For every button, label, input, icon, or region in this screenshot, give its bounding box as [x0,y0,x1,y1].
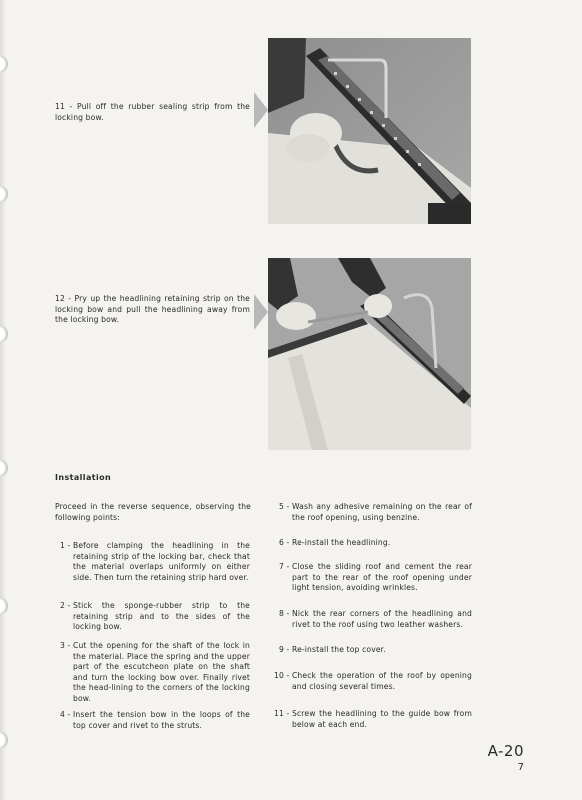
item-number: 7 - [279,562,292,571]
item-text: Re-install the top cover. [292,645,386,654]
installation-item [279,538,472,549]
installation-item [279,645,472,656]
item-number: 10 - [274,671,292,680]
installation-item [274,709,472,730]
photo-remove-sealing-strip [268,38,471,224]
installation-intro: Proceed in the reverse sequence, observing the following points: [55,502,251,522]
item-text: Check the operation of the roof by opening and closing several times. [291,671,472,691]
binder-hole [0,598,8,614]
item-text: Re-install the headlining. [292,538,391,547]
installation-item [279,562,472,594]
section-heading-installation: Installation [55,473,112,482]
item-number: 4 - [60,710,73,719]
installation-item [279,502,472,523]
page-code: A-20 [487,742,524,760]
item-number: 11 - [274,709,292,718]
item-number: 8 - [279,609,292,618]
item-text: Insert the tension bow in the loops of the top cover and rivet to the struts. [73,710,250,730]
binder-hole [0,186,8,202]
item-number: 9 - [279,645,292,654]
item-text: Wash any adhesive remaining on the rear of the roof opening, using benzine. [292,502,472,522]
installation-item [60,641,250,704]
item-text: Nick the rear corners of the headlining and rivet to the roof using two leather washers. [292,609,472,629]
item-text: Stick the sponge-rubber strip to the retaining strip and to the sides of the locking bow. [73,601,250,631]
step-11-text: 11 - Pull off the rubber sealing strip from the locking bow. [55,102,250,122]
item-number: 6 - [279,538,292,547]
installation-item [60,710,250,731]
pointer-arrow-icon [254,294,268,330]
item-text: Screw the headlining to the guide bow from below at each end. [291,709,472,729]
installation-item [279,609,472,630]
binder-hole [0,460,8,476]
binder-hole [0,56,8,72]
installation-item [60,541,250,583]
item-text: Cut the opening for the shaft of the lock in the material. Place the spring and the upper part of the escutcheon plate on the shaft and turn the locking bow over. Finally rivet the head-lining to the corners of the locking bow. [73,641,250,703]
installation-item [60,601,250,633]
pointer-arrow-icon [254,92,268,128]
binding-edge [0,0,6,800]
item-number: 3 - [60,641,73,650]
binder-hole [0,732,8,748]
binder-hole [0,326,8,342]
item-number: 5 - [279,502,292,511]
item-text: Before clamping the headlining in the retaining strip of the locking bar, check that the material overlaps uniformly on either side. Then turn the retaining strip hard over. [73,541,250,582]
page-number: 7 [517,762,524,773]
item-number: 2 - [60,601,73,610]
installation-item [274,671,472,692]
photo-pry-retaining-strip [268,258,471,450]
item-number: 1 - [60,541,73,550]
step-12-text: 12 - Pry up the headlining retaining strip on the locking bow and pull the headlining away from the locking bow. [55,294,250,324]
item-text: Close the sliding roof and cement the rear part to the rear of the roof opening under light tension, avoiding wrinkles. [292,562,472,592]
